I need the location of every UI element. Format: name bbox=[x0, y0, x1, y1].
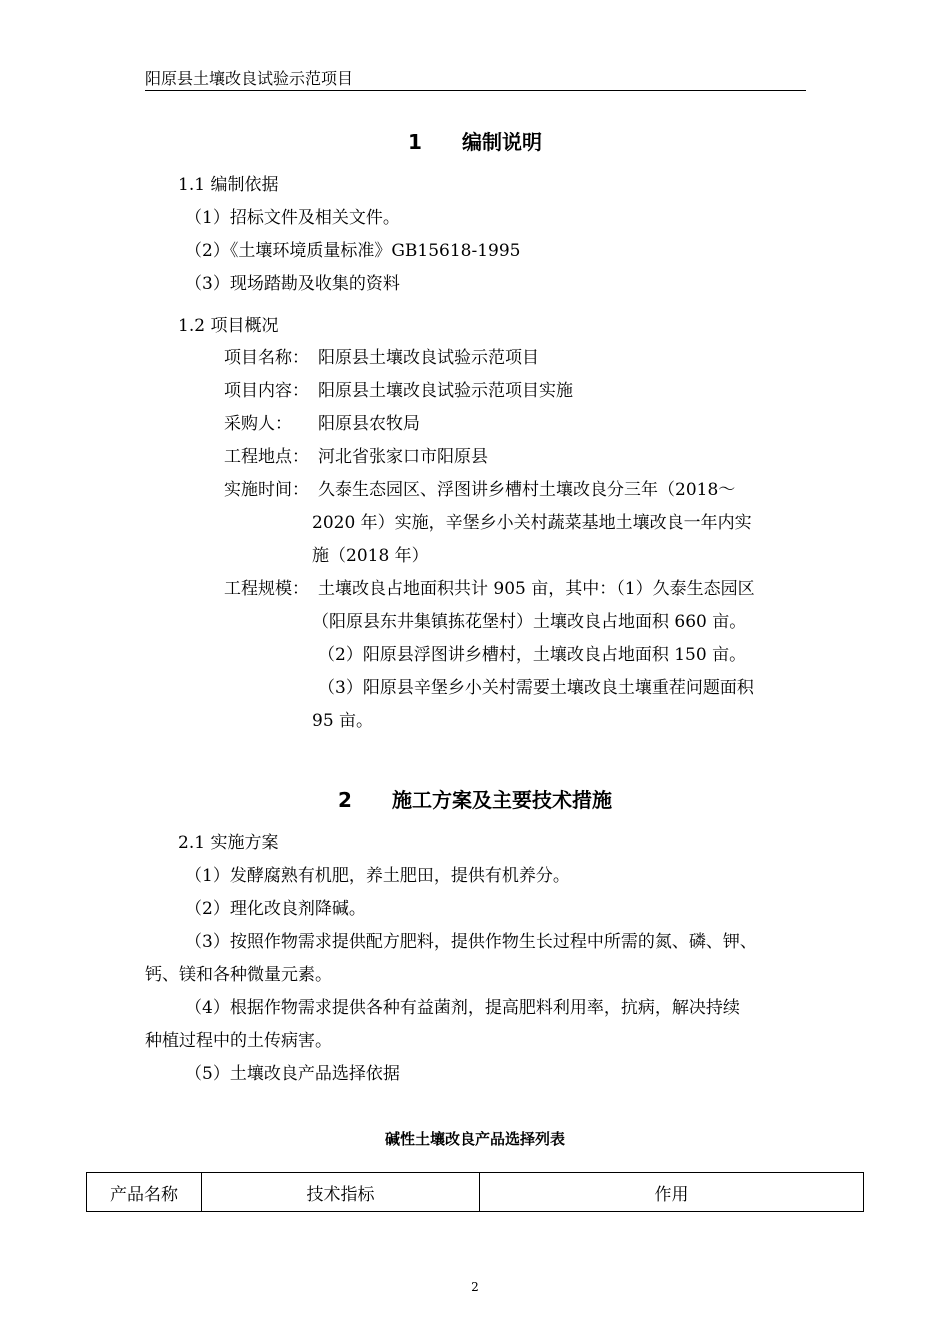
subsection-2-1-heading: 2.1 实施方案 bbox=[178, 833, 279, 853]
time-line-2: 2020 年）实施，辛堡乡小关村蔬菜基地土壤改良一年内实 bbox=[312, 513, 752, 533]
scale-line-4: （3）阳原县辛堡乡小关村需要土壤改良土壤重茬问题面积 bbox=[318, 678, 754, 698]
table-caption: 碱性土壤改良产品选择列表 bbox=[384, 1130, 565, 1148]
section-2-title: 施工方案及主要技术措施 bbox=[392, 788, 612, 812]
project-name-label: 项目名称： bbox=[224, 348, 309, 368]
plan-item-1: （1）发酵腐熟有机肥，养土肥田，提供有机养分。 bbox=[185, 866, 570, 886]
project-name-value: 阳原县土壤改良试验示范项目 bbox=[318, 348, 539, 368]
plan-item-4-cont: 种植过程中的土传病害。 bbox=[145, 1031, 332, 1051]
time-line-3: 施（2018 年） bbox=[312, 546, 429, 566]
plan-item-4: （4）根据作物需求提供各种有益菌剂，提高肥料利用率，抗病，解决持续 bbox=[185, 998, 740, 1018]
location-value: 河北省张家口市阳原县 bbox=[318, 447, 488, 467]
plan-item-2: （2）理化改良剂降碱。 bbox=[185, 899, 366, 919]
buyer-value: 阳原县农牧局 bbox=[318, 414, 420, 434]
subsection-1-2-heading: 1.2 项目概况 bbox=[178, 316, 279, 336]
scale-line-2: （阳原县东井集镇拣花堡村）土壤改良占地面积 660 亩。 bbox=[312, 612, 747, 632]
header-product-name: 产品名称 bbox=[87, 1173, 202, 1212]
basis-item-1: （1）招标文件及相关文件。 bbox=[185, 208, 400, 228]
header-title: 阳原县土壤改良试验示范项目 bbox=[145, 69, 354, 88]
header-tech-index: 技术指标 bbox=[202, 1173, 480, 1212]
page-number: 2 bbox=[471, 1280, 479, 1294]
plan-item-3: （3）按照作物需求提供配方肥料，提供作物生长过程中所需的氮、磷、钾、 bbox=[185, 932, 757, 952]
time-label: 实施时间： bbox=[224, 480, 309, 500]
scale-label: 工程规模： bbox=[224, 579, 309, 599]
product-table bbox=[86, 1172, 864, 1212]
scale-line-3: （2）阳原县浮图讲乡槽村，土壤改良占地面积 150 亩。 bbox=[318, 645, 747, 665]
basis-item-3: （3）现场踏勘及收集的资料 bbox=[185, 274, 400, 294]
section-2-heading bbox=[0, 784, 950, 813]
page-header bbox=[145, 68, 806, 91]
scale-line-1: 土壤改良占地面积共计 905 亩，其中：（1）久泰生态园区 bbox=[318, 579, 755, 599]
section-1-number: 1 bbox=[408, 130, 422, 154]
table-header-row bbox=[87, 1173, 864, 1212]
section-1-heading bbox=[0, 126, 950, 155]
buyer-label: 采购人： bbox=[224, 414, 292, 434]
basis-item-2: （2）《土壤环境质量标准》GB15618-1995 bbox=[185, 241, 521, 261]
scale-line-5: 95 亩。 bbox=[312, 711, 374, 731]
section-2-number: 2 bbox=[338, 788, 352, 812]
project-content-label: 项目内容： bbox=[224, 381, 309, 401]
time-line-1: 久泰生态园区、浮图讲乡槽村土壤改良分三年（2018～ bbox=[318, 480, 736, 500]
header-effect: 作用 bbox=[480, 1173, 864, 1212]
project-content-value: 阳原县土壤改良试验示范项目实施 bbox=[318, 381, 573, 401]
location-label: 工程地点： bbox=[224, 447, 309, 467]
plan-item-5: （5）土壤改良产品选择依据 bbox=[185, 1064, 400, 1084]
plan-item-3-cont: 钙、镁和各种微量元素。 bbox=[145, 965, 332, 985]
section-1-title: 编制说明 bbox=[462, 130, 542, 154]
subsection-1-1-heading: 1.1 编制依据 bbox=[178, 175, 279, 195]
